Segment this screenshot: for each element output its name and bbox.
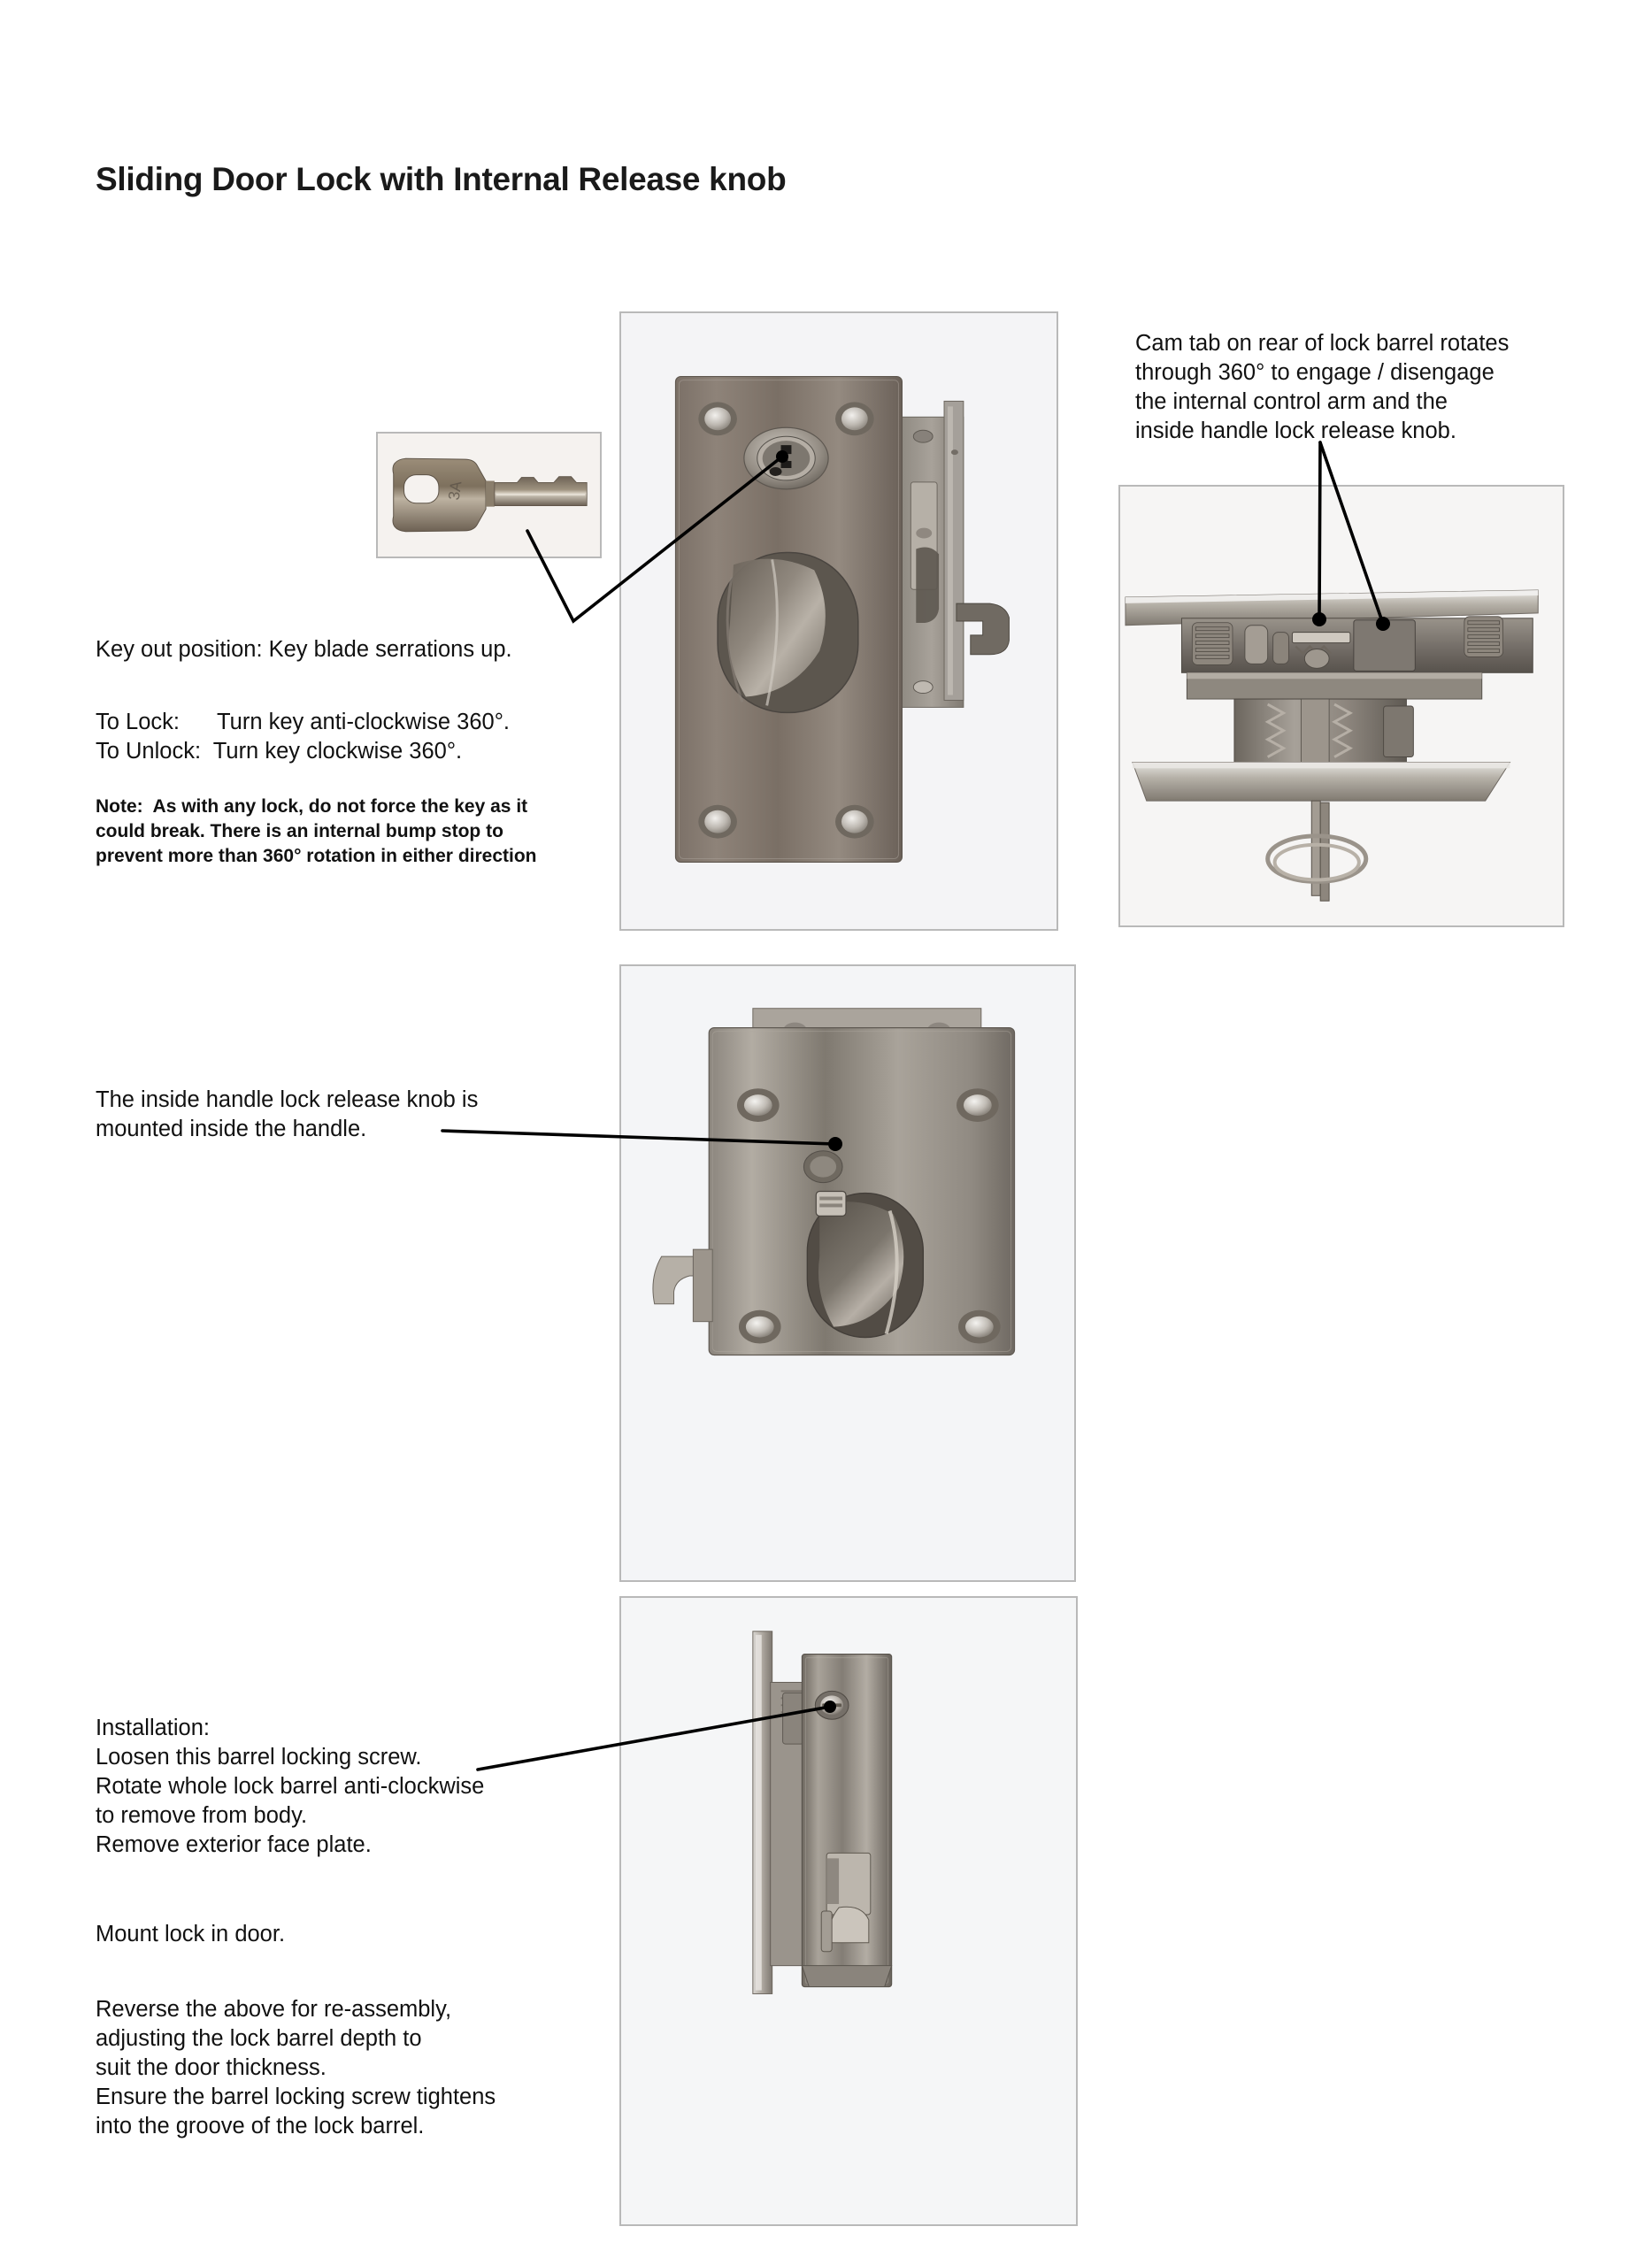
inside-handle-photo-frame <box>619 964 1076 1582</box>
inside-knob-text: The inside handle lock release knob is mounted inside the handle. <box>96 1087 479 1141</box>
key-photo-frame <box>376 432 602 558</box>
cam-tab-photo-frame <box>1118 485 1564 927</box>
key-note-text: Note: As with any lock, do not force the key as it could break. There is an internal bump stop to prevent more than 360° rotation in either direction <box>96 796 537 866</box>
side-view-photo <box>621 1598 1076 2224</box>
installation-text: Installation: Loosen this barrel locking screw. Rotate whole lock barrel anti-clockwise to remove from body. Remove exterior face plate. <box>96 1716 485 1857</box>
cam-tab-text: Cam tab on rear of lock barrel rotates through 360° to engage / disengage the internal control arm and the inside handle lock release knob. <box>1135 331 1510 443</box>
mount-lock-text: Mount lock in door. <box>96 1922 286 1946</box>
lock-front-photo <box>621 313 1057 929</box>
page-title: Sliding Door Lock with Internal Release knob <box>96 161 787 197</box>
cam-tab-photo <box>1120 487 1563 925</box>
reassembly-text: Reverse the above for re-assembly, adjusting the lock barrel depth to suit the door thickness. Ensure the barrel locking screw tightens into the groove of the lock barrel. <box>96 1997 496 2138</box>
key-position-text: Key out position: Key blade serrations up. <box>96 637 512 662</box>
svg-text:3A: 3A <box>444 480 465 502</box>
inside-handle-photo <box>621 966 1074 1580</box>
side-view-photo-frame <box>619 1596 1078 2226</box>
lock-unlock-text: To Lock: Turn key anti-clockwise 360°. To Unlock: Turn key clockwise 360°. <box>96 710 510 764</box>
lock-front-photo-frame <box>619 311 1058 931</box>
key-photo <box>378 434 600 557</box>
